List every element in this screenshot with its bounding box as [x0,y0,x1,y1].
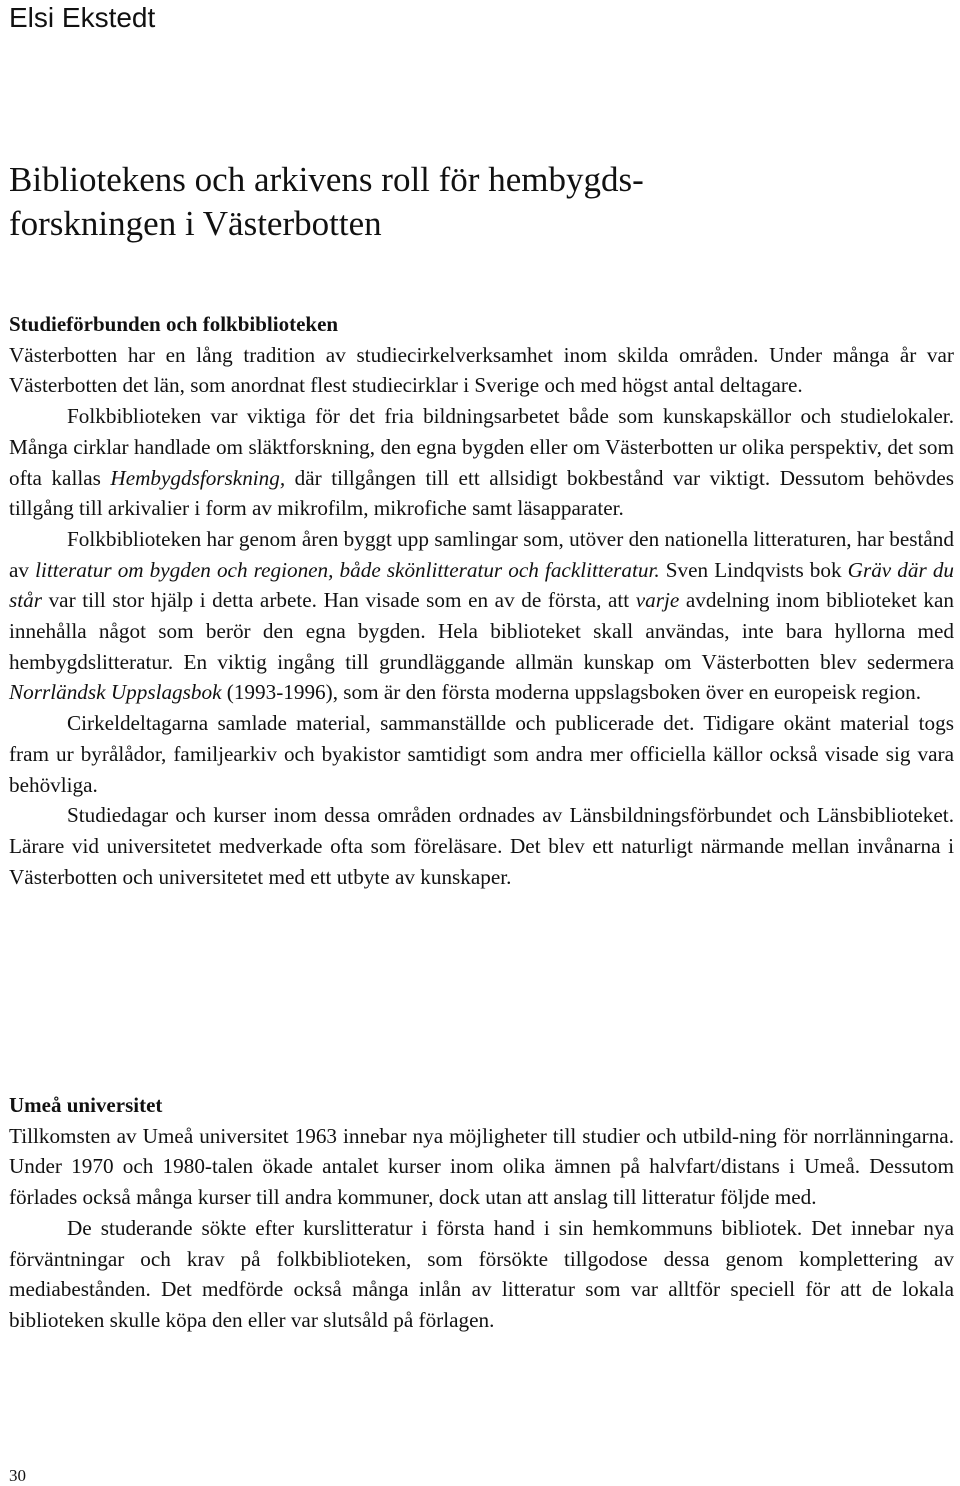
emphasis-text: Hembygdsforskning, [110,465,286,490]
paragraph: Västerbotten har en lång tradition av studiecirkelverksamhet inom skilda områden. Under många år var Västerbotten det län, som anordnat flest studiecirklar i Sverige och med högst antal deltagare. [9,342,954,398]
page-number: 30 [9,1466,26,1485]
paragraph: Cirkeldeltagarna samlade material, sammanställde och publicerade det. Tidigare okänt material togs fram ur byrålådor, familjearkiv och byakistor samtidigt som andra mer officiella källor också visade sig vara behövliga. [9,711,954,797]
book-title: Norrländsk Uppslagsbok [9,680,222,705]
text-run: var till stor hjälp i detta arbete. Han visade som en av de första, att [41,588,636,613]
section-heading: Studieförbunden och folkbiblioteken [9,312,339,336]
emphasis-text: varje [635,588,680,613]
paragraph [9,524,954,708]
text-run: där tillgången till ett allsidigt bokbestånd var viktigt. Dessutom behövdes tillgång till arkivalier i form av mikrofilm, mikrofiche samt läsapparater. [9,465,954,521]
title-line: Bibliotekens och arkivens roll för hembygds- [9,160,644,199]
section-heading: Umeå universitet [9,1093,163,1117]
paragraph: Studiedagar och kurser inom dessa områden ordnades av Länsbildningsförbundet och Länsbiblioteket. Lärare vid universitetet medverkade ofta som föreläsare. Det blev ett naturligt närmande mellan invånarna i Västerbotten och universitetet med ett utbyte av kunskaper. [9,803,954,889]
emphasis-text: litteratur om bygden och regionen, både skönlitteratur och facklitteratur. [35,557,660,582]
text-run: Folkbiblioteken har genom åren byggt upp samlingar som, utöver den nationella litteraturen, har bestånd av [9,526,954,582]
text-run: (1993-1996), som är den första moderna uppslagsboken över en europeisk region. [221,680,922,705]
paragraph: Tillkomsten av Umeå universitet 1963 innebar nya möjligheter till studier och utbild-ning för norrlänningarna. Under 1970 och 1980-talen ökade antalet kurser inom olika ämnen på halvfart/distans i Umeå. Dessutom förlades också många kurser till andra kommuner, dock utan att anslag till litteratur följde med. [9,1123,954,1210]
text-run: avdelning inom biblioteket kan innehålla något som berör den egna bygden. Hela biblioteket skall användas, inte bara hyllorna med hembygdslitteratur. En viktig ingång till grundläggande allmän kunskap om Västerbotten blev sedermera [9,588,954,674]
section-umea-university [9,1090,954,1336]
text-run: Folkbiblioteken var viktiga för det fria bildningsarbetet både som kunskapskällor och studielokaler. Många cirklar handlade om släktforskning, den egna bygden eller om Västerbotten ur olika perspektiv, det som ofta kallas [9,404,954,490]
text-run: Sven Lindqvists bok [659,557,848,582]
paragraph [9,401,954,524]
book-title: Gräv där du står [9,557,955,613]
article-title [9,158,954,246]
title-line: forskningen i Västerbotten [9,204,382,243]
section-study-associations [9,309,954,892]
author-name: Elsi Ekstedt [9,2,156,33]
paragraph: De studerande sökte efter kurslitteratur i första hand i sin hemkommuns bibliotek. Det innebar nya förväntningar och krav på folkbiblioteken, som försökte tillgodose dessa genom komplettering av mediabestånden. Det medförde också många inlån av litteratur som var alltför speciell för att de lokala biblioteken skulle köpa den eller var slutsåld på förlagen. [9,1215,954,1332]
